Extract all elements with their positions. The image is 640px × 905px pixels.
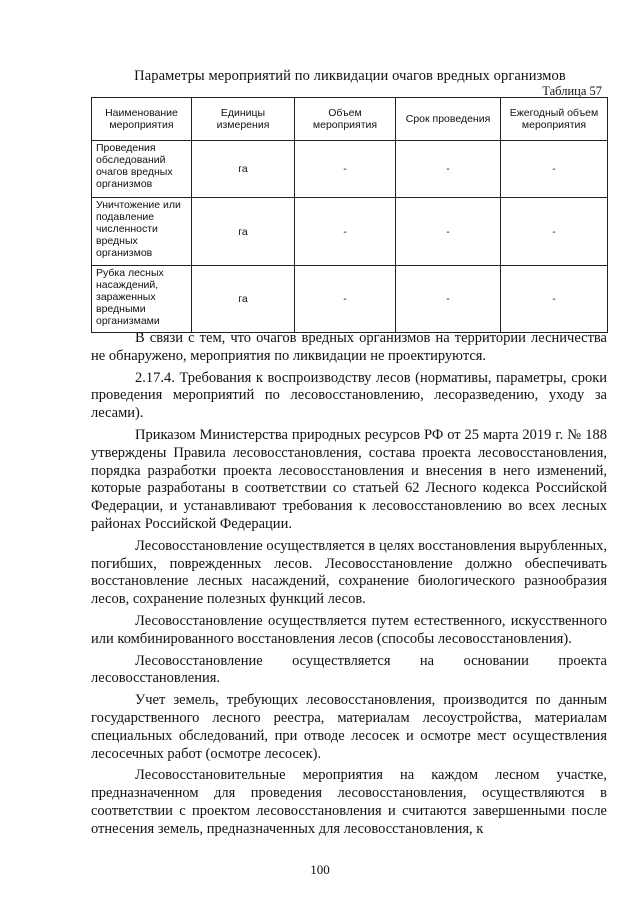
term-cell: - (396, 141, 501, 198)
measures-table (91, 97, 608, 333)
volume-cell: - (295, 266, 396, 333)
term-cell: - (396, 198, 501, 266)
measure-name: Рубка лесных насаждений, зараженных вредными организмами (92, 266, 192, 333)
paragraph: В связи с тем, что очагов вредных организмов на территории лесничества не обнаружено, мероприятия по ликвидации не проектируются. (91, 330, 607, 364)
paragraph: Лесовосстановление осуществляется в целях восстановления вырубленных, погибших, поврежденных лесов. Лесовосстановление должно обеспечивать восстановление лесных насаждений, сохранение биологического разнообразия лесов, сохранение полезных функций лесов. (91, 537, 607, 608)
column-header: Объем мероприятия (295, 98, 396, 141)
table-row (92, 266, 608, 333)
column-header: Единицы измерения (192, 98, 295, 141)
paragraph: Лесовосстановительные мероприятия на каждом лесном участке, предназначенном для проведения лесовосстановления, осуществляются в соответствии с проектом лесовосстановления и считаются завершенными после отнесения земель, предназначенных для лесовосстановления, к (91, 767, 607, 837)
annual-volume-cell: - (501, 198, 608, 266)
page-number: 100 (310, 862, 330, 877)
annual-volume-cell: - (501, 266, 608, 333)
table-row (92, 198, 608, 266)
paragraph: Лесовосстановление осуществляется путем естественного, искусственного или комбинированного восстановления лесов (способы лесовосстановления). (91, 612, 607, 647)
table-title: Параметры мероприятий по ликвидации очагов вредных организмов (134, 68, 566, 84)
column-header: Наименование мероприятия (92, 98, 192, 141)
volume-cell: - (295, 198, 396, 266)
paragraph: Лесовосстановление осуществляется на основании проекта лесовосстановления. (91, 652, 607, 687)
paragraph: Учет земель, требующих лесовосстановления, производится по данным государственного лесного реестра, материалам лесоустройства, материалам специальных обследований, при отводе лесосек и осмотре мест осуществления лесосечных работ (осмотре лесосек). (91, 692, 607, 762)
paragraph: Приказом Министерства природных ресурсов РФ от 25 марта 2019 г. № 188 утверждены Правила лесовосстановления, состава проекта лесовосстановления, порядка разработки проекта лесовосстановления и внесения в него изменений, которые разработаны в соответствии со статьей 62 Лесного кодекса Российской Федерации, и устанавливают требования к лесовосстановлению во всех лесных районах Российской Федерации. (91, 426, 607, 532)
volume-cell: - (295, 141, 396, 198)
unit-cell: га (192, 266, 295, 333)
measure-name: Проведения обследований очагов вредных организмов (92, 141, 192, 198)
column-header: Ежегодный объем мероприятия (501, 98, 608, 141)
table-number: Таблица 57 (542, 84, 602, 98)
table-header-row (92, 98, 608, 141)
section-heading: 2.17.4. Требования к воспроизводству лесов (нормативы, параметры, сроки проведения мероприятий по лесовосстановлению, лесоразведению, уходу за лесами). (91, 369, 607, 422)
unit-cell: га (192, 198, 295, 266)
table-row (92, 141, 608, 198)
body-text (91, 330, 607, 843)
term-cell: - (396, 266, 501, 333)
column-header: Срок проведения (396, 98, 501, 141)
unit-cell: га (192, 141, 295, 198)
measure-name: Уничтожение или подавление численности вредных организмов (92, 198, 192, 266)
annual-volume-cell: - (501, 141, 608, 198)
